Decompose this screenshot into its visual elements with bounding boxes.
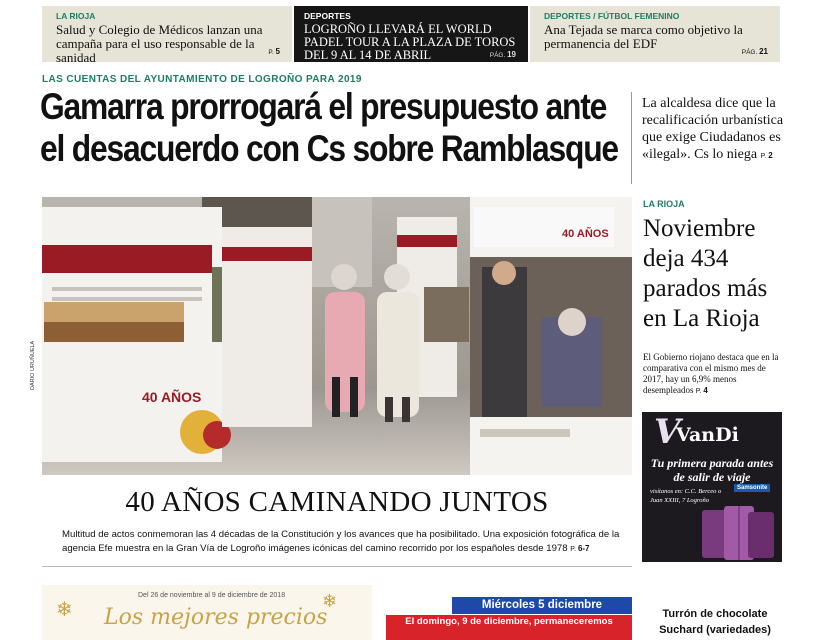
ad-brand-name: VanDi — [676, 424, 739, 446]
photo-credit: DARIO URUÑUELA — [30, 340, 36, 390]
panel-text-right: 40 AÑOS — [562, 228, 609, 240]
teaser-title: Salud y Colegio de Médicos lanzan una campaña para el uso responsable de la sanidad — [56, 22, 263, 65]
ad-brand-logo — [654, 412, 739, 452]
teaser-title: Ana Tejada se marca como objetivo la permanencia del EDF — [544, 22, 743, 51]
lead-headline[interactable] — [40, 86, 618, 170]
promo-text: Los mejores precios — [104, 605, 328, 630]
teaser-futbol[interactable] — [530, 6, 780, 62]
side-body-text: El Gobierno riojano destaca que en la comparativa con el mismo mes de 2017, hay un 6,9% menos desempleados — [643, 352, 779, 395]
teaser-padel[interactable] — [294, 6, 528, 62]
teaser-salud[interactable] — [42, 6, 292, 65]
promo-dates: Del 26 de noviembre al 9 de diciembre de 2018 — [138, 592, 286, 599]
feature-body — [62, 528, 626, 557]
lead-page-ref: P. 2 — [760, 151, 773, 160]
lead-headline-line-1: Gamarra prorrogará el presupuesto ante — [40, 86, 607, 127]
lead-kicker: LAS CUENTAS DEL AYUNTAMIENTO DE LOGROÑO PARA 2019 — [42, 74, 362, 85]
product-offer[interactable]: Turrón de chocolate Suchard (variedades) — [659, 608, 771, 636]
teaser-page-ref: PÁG. 21 — [741, 47, 768, 56]
section-divider — [42, 566, 632, 567]
side-body — [643, 352, 786, 397]
teaser-section: DEPORTES — [304, 11, 351, 21]
teaser-section: LA RIOJA — [56, 11, 96, 21]
teaser-section: DEPORTES / FÚTBOL FEMENINO — [544, 11, 680, 21]
ad-visit-text: visítanos en: C.C. Berceo o Juan XXIII, 7 Logroño — [650, 488, 722, 504]
feature-page-ref: P. 6-7 — [570, 544, 590, 553]
snowflake-icon: ❄ — [322, 591, 338, 611]
ad-tagline: Tu primera parada antes de salir de viaje — [650, 456, 774, 484]
ad-partner-badge: Samsonite — [734, 484, 770, 492]
side-section: LA RIOJA — [643, 199, 685, 209]
snowflake-icon: ❄ — [56, 599, 73, 621]
lead-deck — [642, 95, 786, 165]
side-headline[interactable]: Noviembre deja 434 parados más en La Rioja — [643, 215, 768, 332]
vandi-advertisement[interactable] — [642, 412, 782, 562]
suitcase-icon — [698, 504, 782, 562]
panel-text-left: 40 AÑOS — [142, 389, 202, 405]
promo-banner[interactable] — [42, 585, 372, 640]
feature-photo[interactable] — [42, 197, 632, 475]
feature-body-text: Multitud de actos conmemoran las 4 décadas de la Constitución y los avances que ha posibilitado. Una exposición fotográfica de la agencia Efe muestra en la Gran Vía de Logroño imágenes icónicas del camino recorrido por los españoles desde 1978 — [62, 529, 620, 554]
teaser-page-ref: PÁG. 19 — [489, 50, 516, 59]
teaser-title: LOGROÑO LLEVARÁ EL WORLD PADEL TOUR A LA PLAZA DE TOROS DEL 9 AL 14 DE ABRIL — [304, 22, 516, 62]
feature-title[interactable]: 40 AÑOS CAMINANDO JUNTOS — [125, 486, 549, 518]
ad-brand-initial: V — [654, 412, 681, 452]
lead-deck-text: La alcaldesa dice que la recalificación urbanística que exige Ciudadanos es «ilegal». Cs lo niega — [642, 96, 784, 162]
teaser-page-ref: P. 5 — [268, 47, 280, 56]
column-divider — [631, 92, 632, 184]
lead-headline-line-2: el desacuerdo con Cs sobre Ramblasque — [40, 128, 618, 169]
side-page-ref: P. 4 — [695, 386, 708, 395]
photo-illustration — [42, 197, 632, 475]
notice-band: El domingo, 9 de diciembre, permaneceremos — [386, 615, 632, 640]
day-band: Miércoles 5 diciembre — [452, 597, 632, 614]
